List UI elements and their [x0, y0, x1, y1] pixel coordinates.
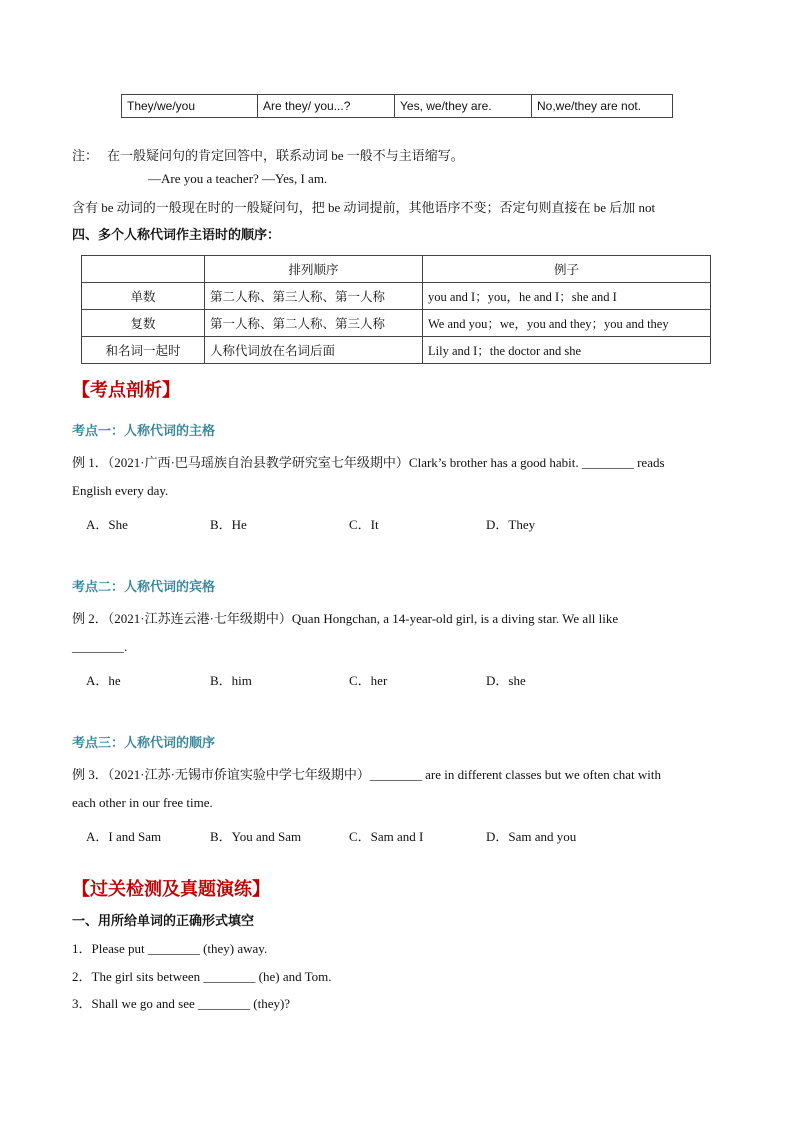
option-d: D．Sam and you: [486, 829, 577, 844]
table-cell: 人称代词放在名词后面: [205, 337, 423, 364]
option-c: C．It: [349, 517, 379, 532]
option-c: C．Sam and I: [349, 829, 424, 844]
point-title: 考点三：人称代词的顺序: [72, 735, 216, 750]
table-cell: 第一人称、第二人称、第三人称: [205, 310, 423, 337]
table-row: [122, 95, 673, 118]
point-title: 考点二：人称代词的宾格: [72, 579, 216, 594]
table-cell: 和名词一起时: [82, 337, 205, 364]
top-table: [121, 94, 673, 118]
practice-item: 1．Please put ________ (they) away.: [72, 941, 268, 956]
table-row: [82, 337, 711, 364]
practice-item: 2．The girl sits between ________ (he) and Tom.: [72, 969, 332, 984]
pronoun-order-table: [81, 255, 711, 364]
table-row: [82, 283, 711, 310]
question-line: 例 1．（2021·广西·巴马瑶族自治县教学研究室七年级期中）Clark’s brother has a good habit. ________ reads: [72, 455, 665, 470]
table-cell: 复数: [82, 310, 205, 337]
table-cell: Yes, we/they are.: [395, 95, 532, 118]
note-example: —Are you a teacher? —Yes, I am.: [148, 171, 328, 186]
table-row: [82, 310, 711, 337]
question-line: English every day.: [72, 483, 169, 498]
question-line: 例 2．（2021·江苏连云港·七年级期中）Quan Hongchan, a 14-year-old girl, is a diving star. We all like: [72, 611, 619, 626]
section-title: 四、多个人称代词作主语时的顺序：: [72, 227, 281, 242]
table-cell: They/we/you: [122, 95, 258, 118]
practice-item: 3．Shall we go and see ________ (they)?: [72, 996, 291, 1011]
table-cell: We and you；we，you and they；you and they: [423, 310, 711, 337]
note-text: 在一般疑问句的肯定回答中，联系动词 be 一般不与主语缩写。: [107, 148, 464, 163]
rule-line: 含有 be 动词的一般现在时的一般疑问句，把 be 动词提前，其他语序不变；否定句则直接在 be 后加 not: [72, 200, 656, 215]
option-a: A．She: [86, 517, 128, 532]
table-cell: you and I；you，he and I；she and I: [423, 283, 711, 310]
note-label: 注：: [72, 148, 99, 163]
question-line: ________.: [72, 639, 128, 654]
table-header: 例子: [423, 256, 711, 283]
option-d: D．she: [486, 673, 526, 688]
analysis-heading: 【考点剖析】: [72, 380, 180, 400]
option-a: A．he: [86, 673, 121, 688]
option-b: B．You and Sam: [210, 829, 302, 844]
table-cell: 单数: [82, 283, 205, 310]
table-cell: Lily and I；the doctor and she: [423, 337, 711, 364]
table-header: [82, 256, 205, 283]
table-header-row: [82, 256, 711, 283]
practice-heading: 【过关检测及真题演练】: [72, 879, 270, 899]
question-line: each other in our free time.: [72, 795, 213, 810]
table-header: 排列顺序: [205, 256, 423, 283]
option-a: A．I and Sam: [86, 829, 162, 844]
question-line: 例 3．（2021·江苏·无锡市侨谊实验中学七年级期中）________ are in different classes but we often chat with: [72, 767, 661, 782]
table-cell: No,we/they are not.: [532, 95, 673, 118]
practice-section-title: 一、用所给单词的正确形式填空: [72, 913, 255, 928]
table-cell: Are they/ you...?: [258, 95, 395, 118]
option-b: B．He: [210, 517, 247, 532]
option-c: C．her: [349, 673, 388, 688]
option-d: D．They: [486, 517, 536, 532]
option-b: B．him: [210, 673, 252, 688]
table-cell: 第二人称、第三人称、第一人称: [205, 283, 423, 310]
point-title: 考点一：人称代词的主格: [72, 423, 216, 438]
